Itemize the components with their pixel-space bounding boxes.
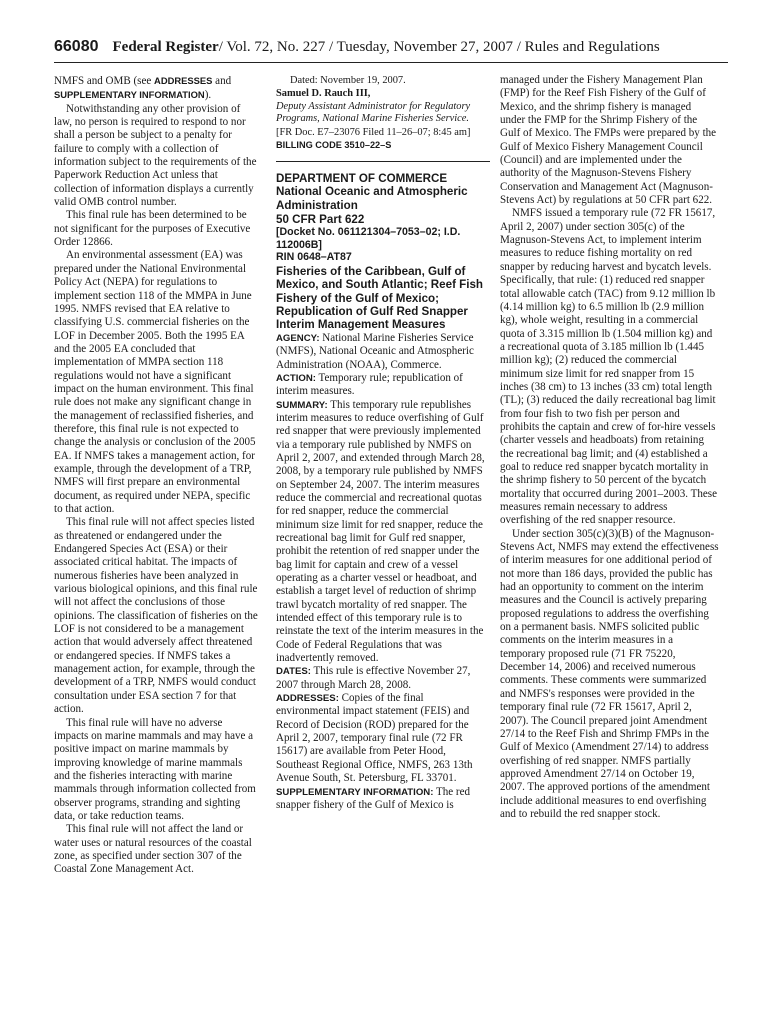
paragraph: NMFS issued a temporary rule (72 FR 15617, April 2, 2007) under section 305(c) of the Magnuson-Stevens Act, to implement interim measures to reduce fishing mortality on red snapper by reducing harvest and bycatch levels. Specifically, that rule: (1) reduced red snapper total allowable catch (TAC) from 9.12 million lb (4.14 million kg) to 6.5 million lb (2.9 million kg), whole weight, resulting in a commercial quota of 3.315 million lb (1.504 million kg) and a recreational quota of 3.185 million lb (1.445 million kg); (2) reduced the commercial minimum size limit for red snapper from 15 inches (38 cm) to 13 inches (33 cm) total length (TL); (3) reduced the daily recreational bag limit from four fish to two fish per person and prohibits the captain and crew of for-hire vessels (charter vessels and headboats) from retaining the recreational bag limit; and (4) established a goal to reduce red snapper bycatch mortality in the shrimp fishery to 50 percent of the bycatch mortality that occurred during 2001–2003. These measures remain necessary to address overfishing of the red snapper resource. <box>500 207 717 527</box>
paragraph: An environmental assessment (EA) was prepared under the National Environmental Policy Act (NEPA) for regulations to implement section 118 of the MMPA in June 1995. NMFS revised that EA relative to classifying U.S. commercial fisheries on the LOF in December 2005. Both the 1995 EA and the 2005 EA concluded that implementation of MMPA section 118 regulations would not have a significant impact on the human environment. This final rule does not make any significant change in the management of reclassified fisheries, and therefore, this final rule is not expected to change the analysis or conclusion of the 2005 EA. If NMFS takes a management action, for example, through the development of a TRP, NMFS will first prepare an environmental document, as required under NEPA, specific to that action. <box>54 249 256 515</box>
section-divider <box>276 161 490 162</box>
addresses-section: ADDRESSES: Copies of the final environmental impact statement (FEIS) and Record of Decision (ROD) prepared for the April 2, 2007, temporary final rule (72 FR 15617) are available from Peter Hood, Southeast Regional Office, NMFS, 263 13th Avenue South, St. Petersburg, FL 33701. <box>276 692 473 785</box>
signer-name: Samuel D. Rauch III, <box>276 88 371 100</box>
agency-section: AGENCY: National Marine Fisheries Service (NMFS), National Oceanic and Atmospheric Administration (NOAA), Commerce. <box>276 331 474 371</box>
docket-number: [Docket No. 061121304–7053–02; I.D. 112006B] <box>276 226 461 251</box>
page-number: 66080 <box>54 38 99 55</box>
rule-title: Fisheries of the Caribbean, Gulf of Mexico, and South Atlantic; Reef Fish Fishery of the Gulf of Mexico; Republication of Gulf Red Snapper Interim Management Measures <box>276 264 483 332</box>
paragraph: This final rule will not affect species listed as threatened or endangered under the Endangered Species Act (ESA) or their associated critical habitat. The impacts of numerous fisheries have been analyzed in various biological opinions, and this final rule will not affect the conclusions of those opinions. The classification of fisheries on the LOF is not considered to be a management action that would adversely affect threatened or endangered species. If NMFS takes a management action, for example, through the development of a TRP, NMFS would conduct consultation under ESA section 7 for that action. <box>54 516 258 716</box>
supplementary-reference: SUPPLEMENTARY INFORMATION <box>54 89 205 101</box>
department-heading: DEPARTMENT OF COMMERCE <box>276 171 448 185</box>
paragraph: Notwithstanding any other provision of law, no person is required to respond to nor shall a person be subject to a penalty for failure to comply with a collection of information subject to the requirements of the Paperwork Reduction Act unless that collection of information displays a currently valid OMB control number. <box>54 102 257 209</box>
summary-section: SUMMARY: This temporary rule republishes interim measures to reduce overfishing of Gulf red snapper that were previously implemented via a temporary rule published by NMFS on April 2, 2007, and extended through March 28, 2008, by a temporary rule published by NMFS on September 24, 2007. The interim measures reduce the commercial and recreational quotas for red snapper, reduce the commercial minimum size limit for red snapper, reduce the recreational bag limit for Gulf red snapper, prohibit the retention of red snapper under the bag limit for captain and crew of a vessel operating as a charter vessel or headboat, and establish a target level of reduction of shrimp trawl bycatch mortality of red snapper. The intended effect of this temporary rule is to reinstate the text of the interim measures in the Code of Federal Regulations that was inadvertently removed. <box>276 398 485 665</box>
rin-number: RIN 0648–AT87 <box>276 251 352 264</box>
dates-section: DATES: This rule is effective November 27, 2007 through March 28, 2008. <box>276 665 471 691</box>
publication-name: Federal Register <box>112 39 219 55</box>
paragraph: managed under the Fishery Management Plan (FMP) for the Reef Fish Fishery of the Gulf of Mexico, and the shrimp fishery is managed under the FMP for the Shrimp Fishery of the Gulf of Mexico. The FMPs were prepared by the Gulf of Mexico Fishery Management Council (Council) and are implemented under the authority of the Magnuson-Stevens Fishery Conservation and Management Act (Magnuson-Stevens Act) by regulations at 50 CFR part 622. <box>500 74 717 207</box>
column-2 <box>276 74 490 812</box>
paragraph: Under section 305(c)(3)(B) of the Magnuson-Stevens Act, NMFS may extend the effectiveness of interim measures for one additional period of not more than 186 days, provided the public has had an opportunity to comment on the interim measures and the Council is actively preparing proposed regulations to address the overfishing on a permanent basis. NMFS solicited public comments on the interim measures in a temporary proposed rule (71 FR 75220, December 14, 2006) and received numerous comments. These comments were summarized and NMFS's responses were provided in the temporary final rule (72 FR 15617, April 2, 2007). The Council prepared joint Amendment 27/14 to the Reef Fish and Shrimp FMPs in the Gulf of Mexico (Amendment 27/14) to address overfishing of red snapper. NMFS partially approved Amendment 27/14 on October 19, 2007. The approved portions of the amendment include additional measures to end overfishing and to rebuild the red snapper stock. <box>500 527 719 820</box>
signer-title: Deputy Assistant Administrator for Regulatory Programs, National Marine Fisheries Service. <box>276 100 471 125</box>
fr-doc-line: [FR Doc. E7–23076 Filed 11–26–07; 8:45 am] <box>276 126 471 138</box>
paragraph: This final rule will have no adverse impacts on marine mammals and may have a positive impact on marine mammals by improving knowledge of marine mammals and the fisheries interacting with marine mammals through information collected from observer programs, stranding and sighting data, or take reduction teams. <box>54 716 256 822</box>
page-header <box>54 38 728 63</box>
signature-date: Dated: November 19, 2007. <box>290 75 406 86</box>
supplementary-section: SUPPLEMENTARY INFORMATION: The red snapper fishery of the Gulf of Mexico is <box>276 785 471 811</box>
billing-code: BILLING CODE 3510–22–S <box>276 140 392 151</box>
action-section: ACTION: Temporary rule; republication of interim measures. <box>276 371 463 398</box>
paragraph: This final rule has been determined to be not significant for the purposes of Executive Order 12866. <box>54 209 251 249</box>
paragraph: This final rule will not affect the land or water uses or natural resources of the coastal zone, as specified under section 307 of the Coastal Zone Management Act. <box>54 823 252 876</box>
cfr-heading: 50 CFR Part 622 <box>276 212 365 226</box>
column-1 <box>54 74 258 877</box>
issue-details: / Vol. 72, No. 227 / Tuesday, November 27, 2007 / Rules and Regulations <box>218 39 660 55</box>
paragraph: NMFS and OMB (see ADDRESSES and SUPPLEMENTARY INFORMATION). <box>54 75 232 102</box>
column-3 <box>500 74 719 821</box>
agency-heading: National Oceanic and Atmospheric Administration <box>276 184 468 212</box>
addresses-reference: ADDRESSES <box>154 75 213 86</box>
